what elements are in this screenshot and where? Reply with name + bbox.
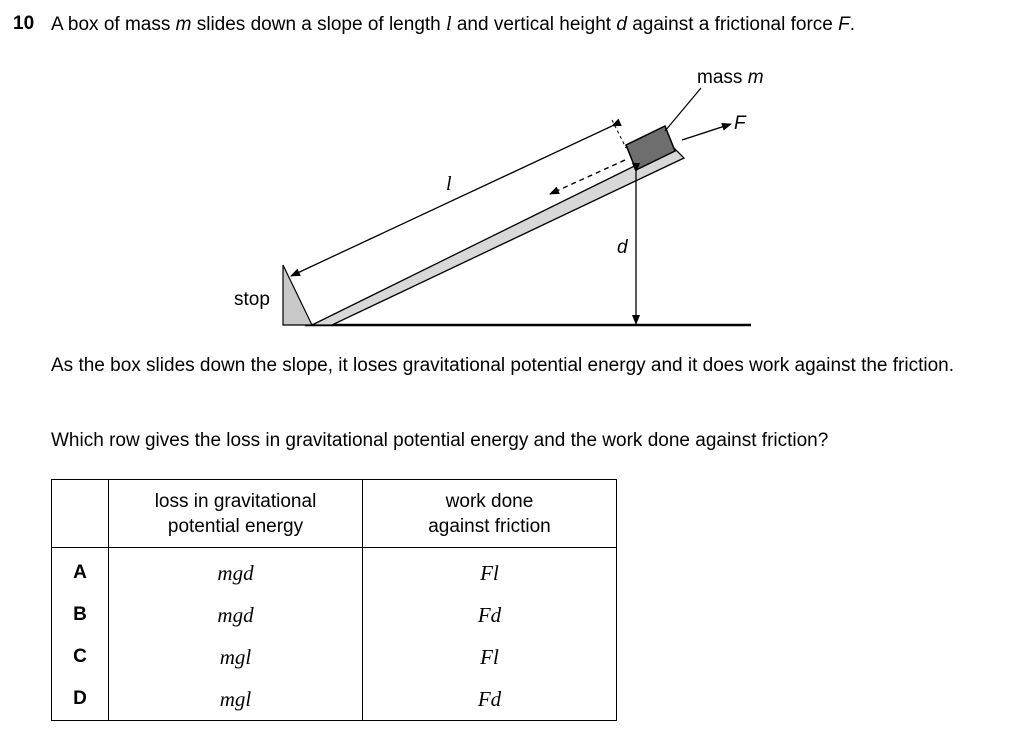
answer-table [51,479,617,721]
friction-force-arrow [682,124,731,140]
gpe-expression: mgd [109,594,363,636]
table-header-row [52,480,617,548]
paragraph-question: Which row gives the loss in gravitational potential energy and the work done against friction? [51,430,829,451]
stem-text-1: A box of mass [51,14,176,35]
slope-ramp [312,147,684,325]
stem-text-3: and vertical height [451,14,617,35]
gpe-expression: mgl [109,636,363,678]
stem-length-symbol: l [446,13,452,35]
work-expression: Fl [363,636,617,678]
header-work-line2: against friction [428,515,551,537]
stem-text-2: slides down a slope of length [191,14,447,35]
mass-label [697,67,764,88]
stem-text-5: . [849,14,856,35]
table-row[interactable] [52,594,617,636]
work-expression: Fd [363,594,617,636]
option-letter[interactable]: D [52,678,109,721]
table-row[interactable] [52,678,617,721]
stop-block [283,265,312,325]
paragraph-energy-statement: As the box slides down the slope, it loses gravitational potential energy and it does work against the friction. [51,355,955,376]
table-row[interactable] [52,548,617,595]
work-expression: Fl [363,548,617,595]
option-letter[interactable]: A [52,548,109,595]
stop-label: stop [234,289,270,310]
mass-label-word: mass [697,67,748,88]
stem-height-symbol: d [616,14,627,35]
header-gpe-line1: loss in gravitational [154,490,317,512]
extension-line [612,120,626,148]
mass-label-symbol: m [747,67,764,88]
height-label: d [617,237,628,258]
header-gpe-cell [109,480,363,548]
option-letter[interactable]: B [52,594,109,636]
stem-force-symbol: F [838,14,850,35]
table-row[interactable] [52,636,617,678]
stem-text-4: against a frictional force [626,14,839,35]
force-label: F [734,113,746,134]
gpe-expression: mgl [109,678,363,721]
question-number: 10 [13,13,35,34]
length-label: l [446,173,452,195]
header-gpe-line2: potential energy [167,515,304,537]
work-expression: Fd [363,678,617,721]
header-blank-cell [52,480,109,548]
option-letter[interactable]: C [52,636,109,678]
header-work-cell [363,480,617,548]
mass-pointer-line [665,88,701,131]
stem-mass-symbol: m [175,14,192,35]
gpe-expression: mgd [109,548,363,595]
header-work-line1: work done [445,490,534,512]
